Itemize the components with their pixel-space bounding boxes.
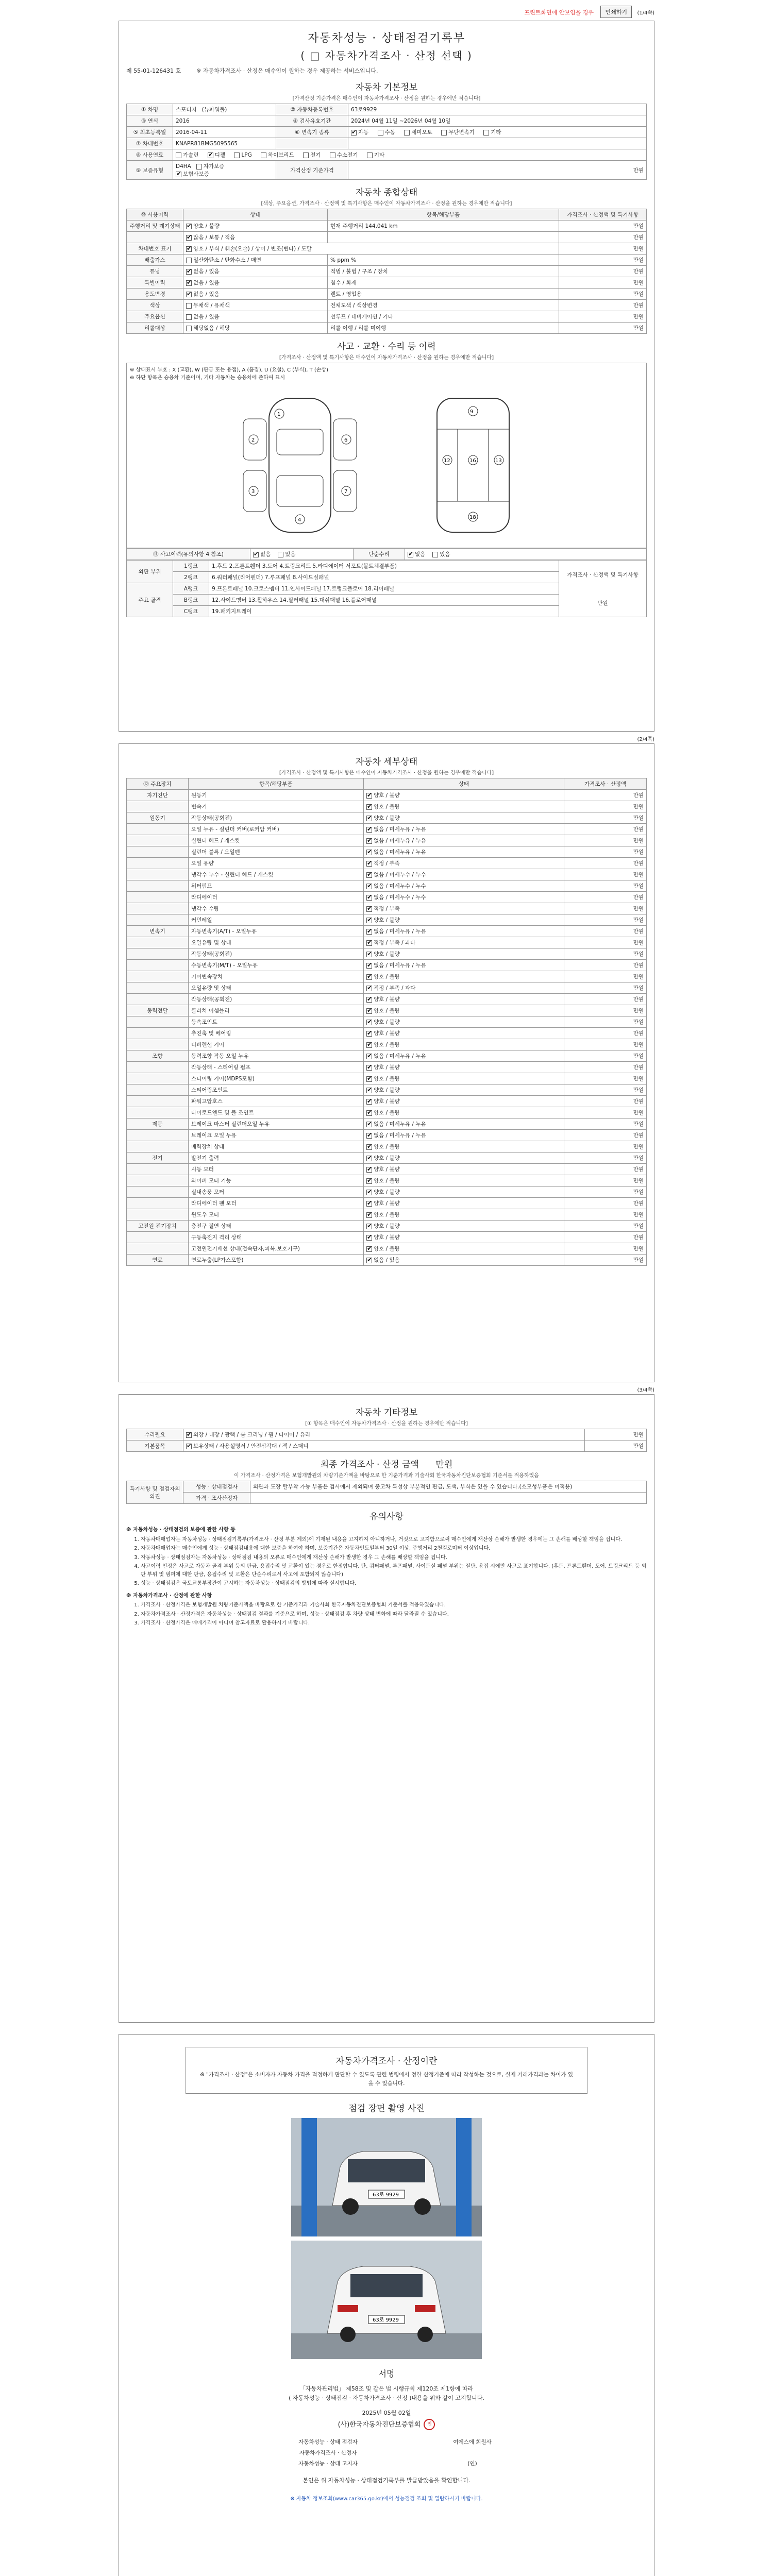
spec-table: 특기사항 및 점검자의 의견 성능 · 상태점검자 외관과 도장 탈부착 가능 부품은 검사에서 제외되며 중고차 특성상 부분적인 판금, 도색, 부식은 있을 수 있습니다.(소모성부품은 미적용) 가격 · 조사산정자: [126, 1481, 647, 1504]
price-info-box: [186, 2047, 587, 2094]
inspection-photo-rear: [291, 2241, 482, 2359]
final-price-title: 최종 가격조사 · 산정 금액 만원: [320, 1460, 453, 1470]
sheet-page-1: [119, 21, 654, 732]
accident-legend: ※ 상태표시 부호 : X (교환), W (판금 또는 용접), A (흠집), U (요철), C (부식), T (손상) ※ 하단 항목은 승용차 기준이며, 기타 자동차는 승용차에 준하여 표시: [126, 363, 647, 383]
svg-text:7: 7: [344, 489, 348, 495]
page: [0, 5, 773, 2576]
table-row: 스티어링 기어(MDPS포함) ✔ 양호 / 불량 만원: [127, 1073, 647, 1084]
svg-text:13: 13: [495, 458, 502, 464]
top-toolbar: [119, 5, 654, 19]
checkbox-icon: [366, 804, 372, 810]
checkbox-icon: [366, 1076, 372, 1082]
checkbox-icon: [366, 997, 372, 1003]
table-row: 조향 동력조향 작동 오일 누유 ✔ 없음 / 미세누유 / 누유 만원: [127, 1050, 647, 1062]
checkbox-icon: [366, 1088, 372, 1093]
checkbox-icon: [366, 940, 372, 946]
car-top-view-icon: [223, 388, 377, 543]
price-label: 가격산정 기준가격: [276, 161, 348, 180]
checkbox-icon: [483, 130, 489, 135]
trans-label: ⑥ 변속기 종류: [276, 127, 348, 138]
table-row: 주행거리 및 계기상태 ✔ 양호 / 불량 현재 주행거리 144,041 km 만원: [127, 221, 647, 232]
checkbox-icon: [366, 906, 372, 912]
car-name-label: ① 차명: [127, 104, 173, 115]
table-row: 튜닝 ✔ 없음 / 있음 적법 / 불법 / 구조 / 장치 만원: [127, 266, 647, 277]
table-row: 차대번호 표기 ✔ 양호 / 부식 / 훼손(오손) / 상이 / 변조(변타) / 도말 만원: [127, 243, 647, 255]
checkbox-icon: [441, 130, 447, 135]
checkbox-icon: [366, 918, 372, 923]
print-button[interactable]: 인쇄하기: [600, 6, 632, 18]
table-row: 브레이크 오일 누유 ✔ 없음 / 미세누유 / 누유 만원: [127, 1130, 647, 1141]
table-row: 타이로드엔드 및 볼 조인트 ✔ 양호 / 불량 만원: [127, 1107, 647, 1118]
table-row: 용도변경 ✔ 없음 / 있음 렌트 / 영업용 만원: [127, 289, 647, 300]
table-row: 원동기 작동상태(공회전) ✔ 양호 / 불량 만원: [127, 812, 647, 824]
checkbox-icon: [366, 1031, 372, 1037]
table-row: 커먼레일 ✔ 양호 / 불량 만원: [127, 914, 647, 926]
first-reg-label: ⑤ 최초등록일: [127, 127, 173, 138]
accident-parts-table: 외판 부위 1랭크 1.후드 2.프론트휀더 3.도어 4.트렁크리드 5.라디에이터 서포트(볼트체결부품) 가격조사 · 산정액 및 특기사항 만원 2랭크 6.쿼터패널(리어펜더) 7.루프패널 8.사이드실패널 주요 골격 A랭크 9.프론트패널 10.크로스멤버 11.인사이드패널 17.트렁크플로어 18.리어패널 B랭크 12.사이드멤버 13.휠하우스 14.필러패널 15.대쉬패널 16.플로어패널 C랭크 19.패키지트레이: [126, 560, 647, 617]
insp-label: ④ 검사유효기간: [276, 115, 348, 127]
svg-text:63로 9929: 63로 9929: [373, 2317, 399, 2323]
checkbox-icon: [366, 1065, 372, 1071]
checkbox-icon: [404, 130, 410, 135]
checkbox-icon: [366, 1110, 372, 1116]
svg-text:16: 16: [469, 458, 476, 464]
table-row: 실린더 블록 / 오일팬 ✔ 없음 / 미세누유 / 누유 만원: [127, 846, 647, 858]
reg-no: 63로9929: [348, 104, 647, 115]
document-number-row: [126, 66, 647, 75]
svg-text:12: 12: [444, 458, 450, 464]
checkbox-icon: [366, 1178, 372, 1184]
checkbox-icon: [366, 1212, 372, 1218]
blank-cell: [276, 138, 348, 149]
summary-note: [색상, 주요옵션, 가격조사 · 산정액 및 특기사항은 매수인이 자동차가격조사 · 산정을 원하는 경우에만 적습니다]: [261, 201, 512, 207]
print-warning: 프린트화면에 안보임을 경우: [524, 9, 594, 16]
checkbox-icon: [366, 816, 372, 821]
svg-text:18: 18: [469, 515, 476, 520]
svg-text:2: 2: [251, 437, 255, 443]
price-unit: 만원: [348, 161, 647, 180]
warranty-options: D4HA 자가보증 ✔보험사보증: [173, 161, 276, 180]
accident-note: [가격조사 · 산정액 및 특기사항은 매수인이 자동차가격조사 · 산정을 원하는 경우에만 적습니다]: [279, 355, 494, 361]
table-row: 오일 누유 - 실린더 커버(로커암 커버) ✔ 없음 / 미세누유 / 누유 만원: [127, 824, 647, 835]
summary-header: 가격조사 · 산정액 및 특기사항: [559, 209, 647, 221]
summary-header: ⑩ 사용이력: [127, 209, 183, 221]
table-row: 전기 발전기 출력 ✔ 양호 / 불량 만원: [127, 1153, 647, 1164]
checkbox-icon: [366, 929, 372, 935]
car-name: 스포티지 (뉴파워풀): [173, 104, 276, 115]
table-row: 와이퍼 모터 기능 ✔ 양호 / 불량 만원: [127, 1175, 647, 1187]
table-row: 워터펌프 ✔ 없음 / 미세누수 / 누수 만원: [127, 880, 647, 892]
document-notice: ※ 자동차가격조사 · 산정은 매수인이 원하는 경우 제공하는 서비스입니다.: [196, 67, 378, 74]
final-price-note: 이 가격조사 · 산정가격은 보험개발원의 차량기준가액을 바탕으로 한 기준가격과 기술사회 한국자동차진단보증협회 기준서를 적용하였음: [234, 1473, 539, 1479]
checkbox-icon: [351, 130, 357, 135]
page-number: (1/4쪽): [637, 10, 654, 16]
checkbox-icon: [366, 1190, 372, 1195]
accident-label: ⑪ 사고이력(유의사항 4 참조): [127, 549, 250, 560]
fuel-label: ⑧ 사용연료: [127, 149, 173, 161]
checkbox-icon: [366, 1122, 372, 1127]
photo-title: 점검 장면 촬영 사진: [348, 2103, 425, 2114]
table-row: 변속기 자동변속기(A/T) - 오일누유 ✔ 없음 / 미세누유 / 누유 만원: [127, 926, 647, 937]
table-row: 주요옵션 없음 / 있음 선루프 / 네비게이션 / 기타 만원: [127, 311, 647, 323]
table-row: 동력전달 클러치 어셈블리 ✔ 양호 / 불량 만원: [127, 1005, 647, 1016]
table-row: 디퍼렌셜 기어 ✔ 양호 / 불량 만원: [127, 1039, 647, 1050]
detail-title: 자동차 세부상태: [355, 757, 418, 767]
table-row: 배력장치 상태 ✔ 양호 / 불량 만원: [127, 1141, 647, 1153]
checkbox-icon: [366, 952, 372, 957]
checkbox-icon: [366, 1144, 372, 1150]
car-frame-view-icon: [396, 388, 550, 543]
accident-title: 사고 · 교환 · 수리 등 이력: [337, 342, 436, 352]
table-row: 제동 브레이크 마스터 실린더오일 누유 ✔ 없음 / 미세누유 / 누유 만원: [127, 1118, 647, 1130]
checkbox-icon: [366, 1054, 372, 1059]
etc-title: 자동차 기타정보: [355, 1408, 418, 1418]
caution-section: ※ 자동차성능 · 상태점검의 보증에 관한 사항 등 1. 자동차매매업자는 자동차성능 · 상태점검기록부(가격조사 · 산정 부분 제외)에 기재된 내용을 고지하지 아니하거나, 거짓으로 고지함으로써 매수인에게 재산상 손해가 발생한 경우에는 그 손해를 배상할 책임을 집니다. 2. 자동차매매업자는 매수인에게 성능 · 상태점검내용에 대한 보증을 하여야 하며, 보증기간은 자동차인도일부터 30일 이상, 주행거리 2천킬로미터 이상입니다. 3. 자동차성능 · 상태점검자는 자동차성능 · 상태점검 내용의 오류로 매수인에게 재산상 손해가 발생한 경우 그 손해를 배상할 책임을 집니다. 4. 사고이력 인정은 사고로 자동차 골격 부위 등의 판금, 용접수리 및 교환이 있는 경우로 한정합니다. 단, 쿼터패널, 루프패널, 사이드실 패널 부위는 절단, 용접 시에만 사고로 표기합니다. (후드, 프론트휀더, 도어, 트렁크리드 등 외판 부위 및 범퍼에 대한 판금, 용접수리 및 교환은 단순수리로서 사고에 포함되지 않습니다) 5. 성능 · 상태점검은 국토교통부장관이 고시하는 자동차성능 · 상태점검의 방법에 따라 실시합니다. ※ 자동차가격조사 · 산정에 관한 사항 1. 가격조사 · 산정가격은 보험개발원 차량기준가액을 바탕으로 한 기준가격과 기술사회 한국자동차진단보증협회 기준서를 적용하였습니다. 2. 자동차가격조사 · 산정가격은 자동차성능 · 상태점검 결과를 기준으로 하며, 성능 · 상태점검 후 차량 상태 변화에 따라 달라질 수 있습니다. 3. 가격조사 · 산정가격은 매매가격이 아니며 참고자료로 활용하시기 바랍니다.: [126, 1526, 647, 1628]
checkbox-icon: [366, 1008, 372, 1014]
table-row: 배출가스 일산화탄소 / 탄화수소 / 매연 % ppm % 만원: [127, 255, 647, 266]
table-row: 실린더 헤드 / 개스킷 ✔ 없음 / 미세누유 / 누유 만원: [127, 835, 647, 846]
checkbox-icon: [366, 1224, 372, 1229]
vin-label: ⑦ 차대번호: [127, 138, 173, 149]
summary-table: [126, 209, 647, 334]
table-row: 색상 무채색 / 유채색 전체도색 / 색상변경 만원: [127, 300, 647, 311]
table-row: 오일유량 및 상태 ✔ 적정 / 부족 / 과다 만원: [127, 982, 647, 994]
checkbox-icon: [366, 974, 372, 980]
table-row: 작동상태(공회전) ✔ 양호 / 불량 만원: [127, 948, 647, 960]
basic-info-note: [가격산정 기준가격은 매수인이 자동차가격조사 · 산정을 원하는 경우에만 적습니다]: [292, 96, 481, 101]
checkbox-icon: [366, 1099, 372, 1105]
checkbox-icon: [366, 861, 372, 867]
checkbox-icon: [366, 895, 372, 901]
first-reg: 2016-04-11: [173, 127, 276, 138]
caution-title: 유의사항: [369, 1512, 404, 1522]
svg-text:4: 4: [298, 517, 301, 523]
sheet-page-4: [119, 2034, 654, 2576]
basic-info-table: [126, 104, 647, 180]
sheet-page-3: [119, 1394, 654, 2023]
table-row: 라디에이터 팬 모터 ✔ 양호 / 불량 만원: [127, 1198, 647, 1209]
table-row: 수동변속기(M/T) - 오일누유 ✔ 없음 / 미세누유 / 누유 만원: [127, 960, 647, 971]
checkbox-icon: [366, 1246, 372, 1252]
checkbox-icon: [366, 793, 372, 799]
table-row: 연료 연료누출(LP가스포함) ✔ 없음 / 있음 만원: [127, 1255, 647, 1266]
svg-text:6: 6: [344, 437, 348, 443]
table-row: 변속기 ✔ 양호 / 불량 만원: [127, 801, 647, 812]
table-row: 라디에이터 ✔ 없음 / 미세누수 / 누수 만원: [127, 892, 647, 903]
table-row: 윈도우 모터 ✔ 양호 / 불량 만원: [127, 1209, 647, 1221]
inspection-photo-front: [291, 2118, 482, 2236]
table-row: 구동축전지 격리 상태 ✔ 양호 / 불량 만원: [127, 1232, 647, 1243]
checkbox-icon: [366, 1020, 372, 1025]
table-row: 실내송풍 모터 ✔ 양호 / 불량 만원: [127, 1187, 647, 1198]
table-row: 추진축 및 베어링 ✔ 양호 / 불량 만원: [127, 1028, 647, 1039]
checkbox-icon: [366, 884, 372, 889]
checkbox-icon: [366, 1167, 372, 1173]
table-row: 냉각수 수량 ✔ 적정 / 부족 만원: [127, 903, 647, 914]
signer-table: 자동차성능 · 상태 점검자 여에스에 회원사 자동차가격조사 · 산정자 자동차성능 · 상태 고지자 (인): [298, 2439, 492, 2467]
table-row: 작동상태(공회전) ✔ 양호 / 불량 만원: [127, 994, 647, 1005]
document-subtitle: ( □ 자동차가격조사 · 산정 선택 ): [300, 49, 473, 62]
table-row: ✔많음 / 보통 / 적음 만원: [127, 232, 647, 243]
page-number: (3/4쪽): [637, 1387, 654, 1393]
svg-text:63로 9929: 63로 9929: [373, 2192, 399, 2198]
checkbox-icon: [366, 827, 372, 833]
checkbox-icon: [366, 872, 372, 878]
table-row: 파워고압호스 ✔ 양호 / 불량 만원: [127, 1096, 647, 1107]
stamp-icon: 인: [424, 2419, 435, 2430]
checkbox-icon: [366, 838, 372, 844]
detail-table: ⑫ 주요장치 항목/해당부품 상태 가격조사 · 산정액 자기진단 원동기 ✔ 양호 / 불량 만원 변속기 ✔ 양호 / 불량 만원 원동기 작동상태(공회전) ✔ 양호 / 불량 만원 오일 누유 - 실린더 커버(로커암 커버) ✔ 없음 / 미세누유 / 누유 만원 실린더 헤드 / 개스킷 ✔ 없음 / 미세누유 / 누유 만원 실린더 블록 / 오일팬 ✔ 없음 / 미세누유 / 누유 만원 오일 유량 ✔ 적정 / 부족 만원 냉각수 누수 - 실린더 헤드 / 개스킷 ✔ 없음 / 미세누수 / 누수 만원 워터펌프 ✔ 없음 / 미세누수 / 누수 만원 라디에이터 ✔ 없음 / 미세누수 / 누수 만원 냉각수 수량 ✔ 적정 / 부족 만원 커먼레일 ✔ 양호 / 불량 만원 변속기 자동변속기(A/T) - 오일누유 ✔ 없음 / 미세누유 / 누유 만원 오일유량 및 상태 ✔ 적정 / 부족 / 과다 만원 작동상태(공회전) ✔ 양호 / 불량 만원 수동변속기(M/T) - 오일누유 ✔ 없음 / 미세누유 / 누유 만원 기어변속장치 ✔ 양호 / 불량 만원 오일유량 및 상태 ✔ 적정 / 부족 / 과다 만원 작동상태(공회전) ✔ 양호 / 불량 만원 동력전달 클러치 어셈블리 ✔ 양호 / 불량 만원 등속조인트 ✔ 양호 / 불량 만원 추진축 및 베어링 ✔ 양호 / 불량 만원 디퍼렌셜 기어 ✔ 양호 / 불량 만원 조향 동력조향 작동 오일 누유 ✔ 없음 / 미세누유 / 누유 만원 작동상태 - 스티어링 펌프 ✔ 양호 / 불량 만원 스티어링 기어(MDPS포함) ✔ 양호 / 불량 만원 스티어링조인트 ✔ 양호 / 불량 만원 파워고압호스 ✔ 양호 / 불량 만원 타이로드엔드 및 볼 조인트 ✔ 양호 / 불량 만원 제동 브레이크 마스터 실린더오일 누유 ✔ 없음 / 미세누유 / 누유 만원 브레이크 오일 누유 ✔ 없음 / 미세누유 / 누유 만원 배력장치 상태 ✔ 양호 / 불량 만원 전기 발전기 출력 ✔ 양호 / 불량 만원 시동 모터 ✔ 양호 / 불량 만원 와이퍼 모터 기능 ✔ 양호 / 불량 만원 실내송풍 모터 ✔ 양호 / 불량 만원 라디에이터 팬 모터 ✔ 양호 / 불량 만원 윈도우 모터 ✔ 양호 / 불량 만원 고전원 전기장치 충전구 절연 상태 ✔ 양호 / 불량 만원 구동축전지 격리 상태 ✔ 양호 / 불량 만원 고전원전기배선 상태(접속단자,피복,보호기구) ✔ 양호 / 불량 만원 연료 연료누출(LP가스포함) ✔ 없음 / 있음 만원: [126, 778, 647, 1266]
document-title: 자동차성능 · 상태점검기록부: [307, 32, 465, 45]
repair-label: 단순수리: [354, 549, 405, 560]
table-row: 오일 유량 ✔ 적정 / 부족 만원: [127, 858, 647, 869]
summary-header: 상태: [183, 209, 328, 221]
checkbox-icon: [366, 1235, 372, 1241]
reg-no-label: ② 자동차등록번호: [276, 104, 348, 115]
sheet-page-2: [119, 743, 654, 1382]
car-diagram: [126, 383, 647, 548]
svg-text:9: 9: [470, 409, 474, 415]
table-row: 스티어링조인트 ✔ 양호 / 불량 만원: [127, 1084, 647, 1096]
price-info-title: 자동차가격조사 · 산정이란: [335, 2056, 438, 2066]
year: 2016: [173, 115, 276, 127]
accident-table: ⑪ 사고이력(유의사항 4 참조) ✔ 없음 있음 단순수리 ✔ 없음 있음: [126, 548, 647, 560]
checkbox-icon: [366, 1156, 372, 1161]
detail-note: [가격조사 · 산정액 및 특기사항은 매수인이 자동차가격조사 · 산정을 원하는 경우에만 적습니다]: [279, 770, 494, 776]
fuel-options: 가솔린 ✔ 디젤 LPG 하이브리드 전기 수소전기 기타: [173, 149, 647, 161]
table-row: 작동상태 - 스티어링 펌프 ✔ 양호 / 불량 만원: [127, 1062, 647, 1073]
checkbox-icon: [366, 1258, 372, 1263]
table-row: 자기진단 원동기 ✔ 양호 / 불량 만원: [127, 790, 647, 801]
summary-title: 자동차 종합상태: [355, 188, 418, 198]
checkbox-icon: [366, 1201, 372, 1207]
year-label: ③ 연식: [127, 115, 173, 127]
summary-header: 항목/해당부품: [328, 209, 559, 221]
footer-link[interactable]: ※ 자동차 정보조회(www.car365.go.kr)에서 성능점검 조회 및 열람하시기 바랍니다.: [290, 2496, 483, 2502]
checkbox-icon: [366, 1042, 372, 1048]
checkbox-icon: [366, 963, 372, 969]
table-row: 등속조인트 ✔ 양호 / 불량 만원: [127, 1016, 647, 1028]
etc-table: 수리필요 ✔ 외장 / 내장 / 광택 / 룸 크리닝 / 휠 / 타이어 / 유리 만원 기본품목 ✔ 보유상태 / 사용설명서 / 안전삼각대 / 잭 / 스패너 만원: [126, 1429, 647, 1452]
table-row: 오일유량 및 상태 ✔ 적정 / 부족 / 과다 만원: [127, 937, 647, 948]
checkbox-icon: [366, 1133, 372, 1139]
table-row: 고전원전기배선 상태(접속단자,피복,보호기구) ✔ 양호 / 불량 만원: [127, 1243, 647, 1255]
table-row: 시동 모터 ✔ 양호 / 불량 만원: [127, 1164, 647, 1175]
price-info-text: ※ "가격조사 · 산정"은 소비자가 자동차 가격을 적정하게 판단할 수 있도록 관련 법령에서 정한 산정기준에 따라 작성하는 것으로, 실제 거래가격과는 차이가 있을 수 있습니다.: [199, 2072, 574, 2087]
insp-value: 2024년 04월 11일 ~2026년 04월 10일: [348, 115, 647, 127]
table-row: 기어변속장치 ✔ 양호 / 불량 만원: [127, 971, 647, 982]
trans-options: ✔ 자동 수동 세미오토 무단변속기 기타: [348, 127, 647, 138]
blank-cell: [348, 138, 647, 149]
basic-info-title: 자동차 기본정보: [355, 82, 418, 93]
checkbox-icon: [366, 986, 372, 991]
checkbox-icon: [366, 850, 372, 855]
warranty-label: ⑨ 보증유형: [127, 161, 173, 180]
page-number: (2/4쪽): [637, 737, 654, 742]
table-row: 냉각수 누수 - 실린더 헤드 / 개스킷 ✔ 없음 / 미세누수 / 누수 만원: [127, 869, 647, 880]
vin: KNAPR81BMG5095565: [173, 138, 276, 149]
svg-text:3: 3: [251, 489, 255, 495]
table-row: 리콜대상 해당없음 / 해당 리콜 이행 / 리콜 미이행 만원: [127, 323, 647, 334]
table-row: 고전원 전기장치 충전구 절연 상태 ✔ 양호 / 불량 만원: [127, 1221, 647, 1232]
document-number: 제 55-01-126431 호: [126, 67, 181, 74]
table-row: 특별이력 ✔ 없음 / 있음 침수 / 화재 만원: [127, 277, 647, 289]
etc-note: [① 항목은 매수인이 자동차가격조사 · 산정을 원하는 경우에만 적습니다]: [305, 1421, 468, 1427]
svg-text:1: 1: [277, 412, 281, 417]
checkbox-icon: [378, 130, 383, 135]
signature-section: 서명 「자동차관리법」 제58조 및 같은 법 시행규칙 제120조 제1항에 따라 ( 자동차성능 · 상태점검 · 자동차가격조사 · 산정 )내용을 위와 같이 고지합니다. 2025년 05월 02일 (사)한국자동차진단보증협회 인 자동차성능 · 상태 점검자 여에스에 회원사 자동차가격조사 · 산정자 자동차성능 · 상태 고지자 (인) 본인은 위 자동차성능 · 상태점검기록부를 발급받았음을 확인합니다.: [126, 2367, 647, 2486]
